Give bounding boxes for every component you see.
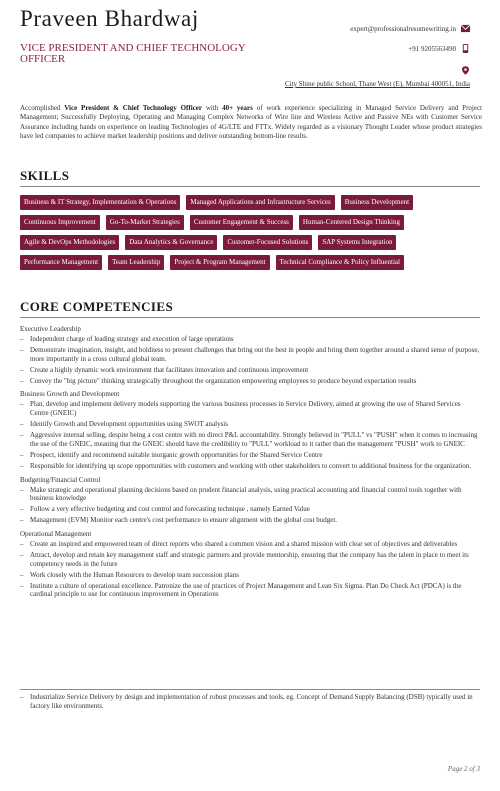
skill-chip: SAP Systems Integration <box>318 235 396 250</box>
skills-list <box>20 195 482 270</box>
skill-chip: Customer-Focused Solutions <box>223 235 312 250</box>
skill-chip: Go-To-Market Strategies <box>106 215 184 230</box>
email-text[interactable]: expert@professionalresumewriting.in <box>350 24 456 33</box>
competency-bullet: – Follow a very effective budgeting and cost control and forecasting technique , namely Earned Value <box>20 505 480 514</box>
summary-text-3: of work experience specializing in Managed Service Delivery and Project Management; Successfully Deploying, Operating and Managing Complex Networks of Wire line and Wireless Active and Passive NEs with Customer Service Assurance including hands on experience on leading Technologies of 4G/LTE and FTTx. Widely regarded as a visionary Thought Leader whose product strategies have led companies to achieve market leadership positions and deliver outstanding bottom-line results. <box>20 104 483 140</box>
competency-group-title: Business Growth and Development <box>20 390 120 399</box>
candidate-name: Praveen Bhardwaj <box>20 6 199 31</box>
competency-bullet: – Institute a culture of operational excellence. Patronize the use of practices of Project Management and Lean Six Sigma. Plan Do Check Act (PDCA) is the cardinal principle to use for continuous improvement in Operations <box>20 582 480 599</box>
section-divider <box>20 689 480 690</box>
competency-bullet: – Convey the "big picture" thinking strategically throughout the organization empowering employees to produce beyond expectation results <box>20 377 480 386</box>
competency-bullet: – Responsible for identifying up scope opportunities with customers and working with other stakeholders to convert to additional business for the organization. <box>20 462 480 471</box>
competency-bullet: – Demonstrate imagination, insight, and boldness to present challenges that bring out the best in people and bring them together around a shared sense of purpose, more importantly in a cross cultural global team. <box>20 346 480 363</box>
skill-chip: Agile & DevOps Methodologies <box>20 235 119 250</box>
competency-bullet: – Management (EVM) Monitor each centre's cost performance to ensure alignment with the global cost budget. <box>20 516 480 525</box>
competency-bullet: – Identify Growth and Development opportunities using SWOT analysis <box>20 420 480 429</box>
skill-chip: Performance Management <box>20 255 102 270</box>
competency-group-title: Executive Leadership <box>20 325 81 333</box>
page-number: Page 2 of 3 <box>447 765 480 773</box>
competency-bullet: – Independent charge of leading strategy and execution of large operations <box>20 335 480 344</box>
contact-email[interactable] <box>350 24 470 33</box>
competency-bullet: – Create an inspired and empowered team of direct reports who shared a common vision and a shared mission with clear set of objectives and deliverables <box>20 540 480 549</box>
skill-chip: Data Analytics & Governance <box>125 235 217 250</box>
competency-bullet: – Attract, develop and retain key management staff and strategic partners and provide mentorship, ensuring that the company has the talent in place to meet its competency needs in the future <box>20 551 480 568</box>
competency-group-title: Operational Management <box>20 529 92 538</box>
competency-bullet: – Create a highly dynamic work environment that facilitates innovation and continuous improvement <box>20 366 480 375</box>
competency-bullet: – Prospect, identify and recommend suitable inorganic growth opportunities for the Shared Service Centre <box>20 451 480 460</box>
summary-text-2: with <box>202 104 223 112</box>
competency-group-title: Budgeting/Financial Control <box>20 475 101 484</box>
competencies-divider <box>20 317 480 318</box>
contact-phone[interactable] <box>408 44 470 53</box>
skill-chip: Managed Applications and Infrastructure Services <box>186 195 334 210</box>
competency-bullet: – Aggressive internal selling, despite being a cost centre with no direct P&L accountability. Strongly believed in "PULL" vs "PUSH" when it comes to increasing the use of the GNEIC, meaning that the GNEIC should have the credibility to "PULL" workload to it rather than the management "PUSH" work to GNEIC <box>20 431 480 448</box>
skill-chip: Human-Centered Design Thinking <box>299 215 404 230</box>
summary-text-1: Accomplished <box>20 104 65 112</box>
summary-bold-years: 40+ years <box>222 104 253 112</box>
competency-bullet: – Work closely with the Human Resources to develop team succession plans <box>20 571 480 580</box>
skill-chip: Technical Compliance & Policy Influential <box>276 255 404 270</box>
competency-bullet: – Industrialize Service Delivery by design and implementation of robust processes and tools, eg. Concept of Demand Supply Balancing (DSB) typically used in factory like environments. <box>20 693 480 710</box>
email-icon <box>461 24 470 33</box>
summary-bold-role: Vice President & Chief Technology Officer <box>64 104 202 112</box>
skill-chip: Business & IT Strategy, Implementation & Operations <box>20 195 180 210</box>
skill-chip: Continuous Improvement <box>20 215 100 230</box>
skills-divider <box>20 186 480 187</box>
skill-chip: Business Development <box>341 195 413 210</box>
competency-bullet: – Make strategic and operational planning decisions based on prudent financial analysis, using practical accounting and financial control tools together with business knowledge <box>20 486 480 503</box>
competencies-continued <box>20 693 480 713</box>
skill-chip: Project & Program Management <box>170 255 269 270</box>
candidate-title: VICE PRESIDENT AND CHIEF TECHNOLOGY OFFICER <box>20 42 246 65</box>
phone-icon <box>461 44 470 53</box>
contact-address <box>285 80 470 88</box>
competencies-heading: CORE COMPETENCIES <box>20 299 174 314</box>
professional-summary <box>20 104 482 141</box>
skill-chip: Team Leadership <box>108 255 164 270</box>
competencies-list <box>20 325 480 601</box>
location-pin-icon <box>462 66 469 75</box>
competency-bullet: – Plan, develop and implement delivery models supporting the various business processes in Service Delivery, aimed at growing the use of Shared Services Centre (GNEIC) <box>20 400 480 417</box>
phone-text[interactable]: +91 9205563490 <box>408 44 456 53</box>
skill-chip: Customer Engagement & Success <box>190 215 293 230</box>
address-text: City Shine public School, Thane West (E), Mumbai 400051, India <box>284 80 470 88</box>
skills-heading: SKILLS <box>20 168 70 183</box>
